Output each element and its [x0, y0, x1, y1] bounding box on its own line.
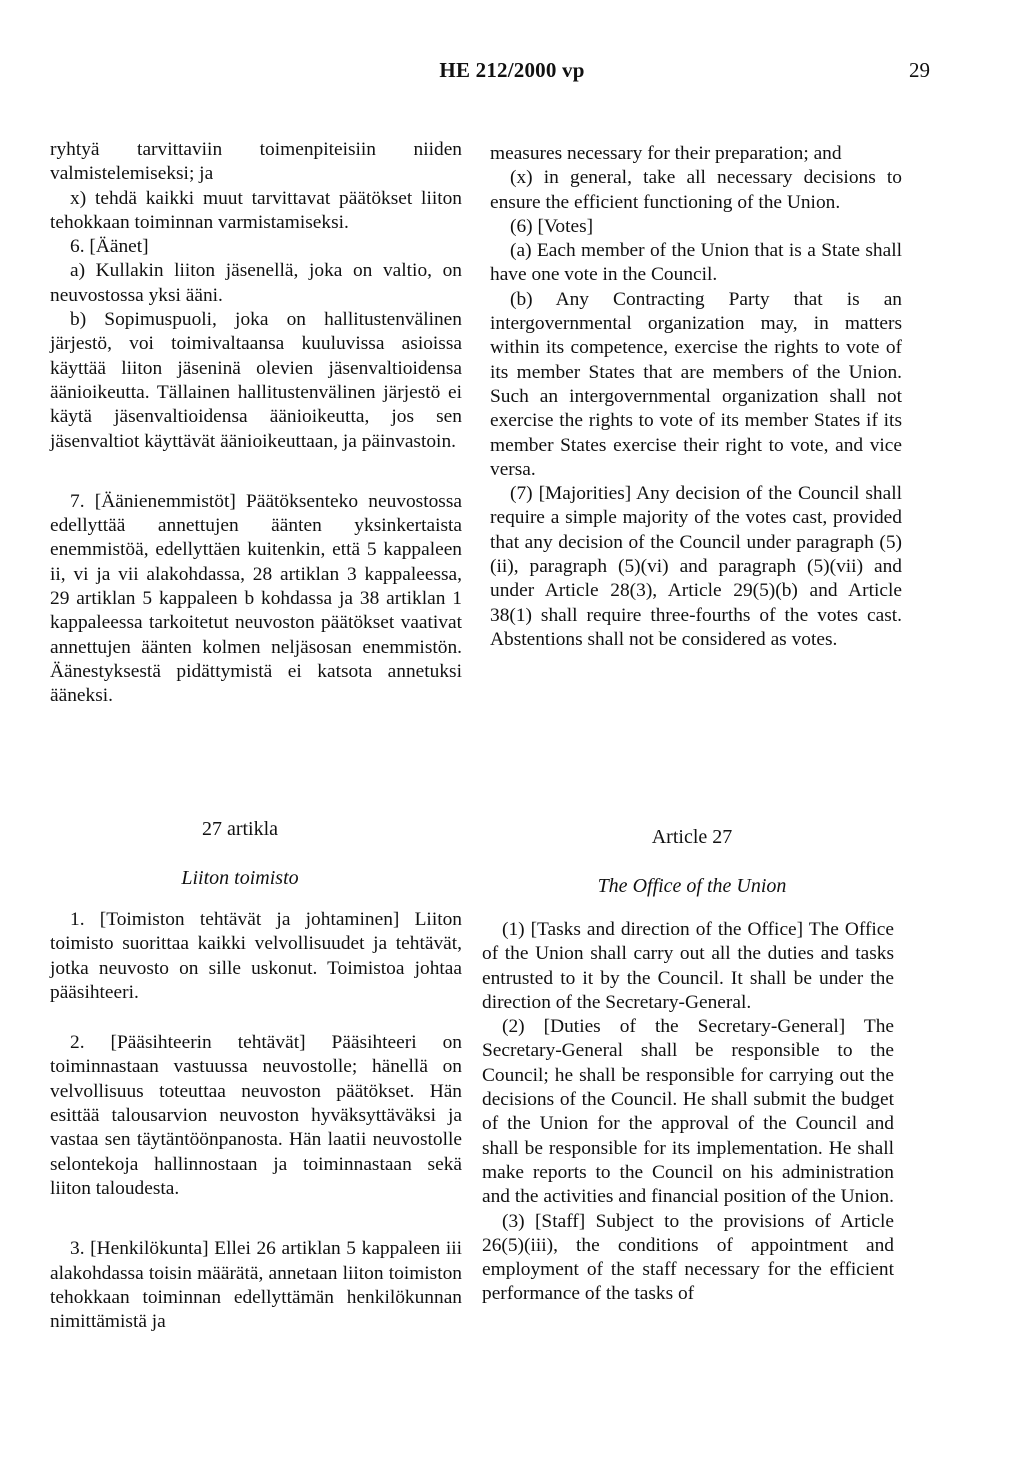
finnish-paragraph: a) Kullakin liiton jäsenellä, joka on valtio, on neuvostossa yksi ääni.	[50, 260, 462, 306]
english-paragraph: (b) Any Contracting Party that is an intergovernmental organization may, in matters within its competence, exercise the rights to vote of its member States that are members of the Union. Such an intergovernmental organization shall not exercise the rights to vote of its member States if its member States exercise their right to vote, and vice versa.	[490, 288, 902, 480]
finnish-paragraph: 3. [Henkilökunta] Ellei 26 artiklan 5 kappaleen iii alakohdassa toisin määrätä, annetaan liiton toimiston tehokkaan toiminnan edellyttämän henkilökunnan nimittämistä ja	[50, 1238, 462, 1333]
english-paragraph: (7) [Majorities] Any decision of the Council shall require a simple majority of the votes cast, provided that any decision of the Council under paragraph (5)(ii), paragraph (5)(vi) and paragraph (5)(vii) and under Article 28(3), Article 29(5)(b) and Article 38(1) shall require three-fourths of the votes cast. Abstentions shall not be considered as votes.	[490, 483, 902, 650]
english-paragraph: (x) in general, take all necessary decisions to ensure the efficient functioning of the Union.	[490, 167, 902, 213]
finnish-column-bottom	[50, 908, 462, 1334]
finnish-paragraph: x) tehdä kaikki muut tarvittavat päätökset liiton tehokkaan toiminnan varmistamiseksi.	[50, 187, 462, 233]
paragraph-spacer	[50, 1005, 462, 1031]
english-paragraph: (6) [Votes]	[510, 215, 594, 237]
finnish-paragraph: 1. [Toimiston tehtävät ja johtaminen] Liiton toimisto suorittaa kaikki velvollisuudet ja tehtävät, jotka neuvosto on sille uskonut. Toimistoa johtaa pääsihteeri.	[50, 909, 462, 1003]
english-column-top	[490, 142, 902, 652]
finnish-article-heading	[30, 818, 450, 890]
english-column-bottom	[482, 918, 894, 1307]
running-head: HE 212/2000 vp	[439, 58, 585, 82]
finnish-paragraph: b) Sopimuspuoli, joka on hallitustenvälinen järjestö, voi toimivaltaansa kuuluvissa asioissa käyttää liiton jäseninä olevien jäsenvaltioidensa äänioikeutta. Tällainen hallitustenvälinen järjestö ei käytä jäsenvaltioidensa äänioikeutta, jos sen jäsenvaltiot käyttävät äänioikeuttaan, ja päinvastoin.	[50, 309, 462, 452]
english-paragraph: (a) Each member of the Union that is a State shall have one vote in the Council.	[490, 240, 902, 286]
paragraph-spacer	[50, 454, 462, 490]
english-article-heading	[482, 826, 902, 898]
english-paragraph: (1) [Tasks and direction of the Office] The Office of the Union shall carry out all the duties and tasks entrusted to it by the Council. It shall be under the direction of the Secretary-General.	[482, 919, 894, 1013]
english-article-number: Article 27	[651, 826, 733, 848]
english-paragraph: (3) [Staff] Subject to the provisions of Article 26(5)(iii), the conditions of appointment and employment of the staff necessary for the efficient performance of the tasks of	[482, 1210, 894, 1305]
finnish-paragraph: ryhtyä tarvittaviin toimenpiteisiin niiden valmistelemiseksi; ja	[50, 139, 462, 185]
finnish-article-number: 27 artikla	[201, 818, 279, 840]
english-paragraph: (2) [Duties of the Secretary-General] The Secretary-General shall be responsible to the Council; he shall be responsible for carrying out the decisions of the Council. He shall submit the budget of the Union for the approval of the Council and shall be responsible for its implementation. He shall make reports to the Council on his administration and the activities and financial position of the Union.	[482, 1016, 894, 1208]
finnish-paragraph: 6. [Äänet]	[70, 236, 149, 258]
finnish-article-title: Liiton toimisto	[181, 867, 299, 889]
paragraph-spacer	[50, 1201, 462, 1237]
finnish-paragraph: 7. [Äänienemmistöt] Päätöksenteko neuvostossa edellyttää annettujen äänten yksinkertaista enemmistöä, edellyttäen kuitenkin, että 5 kappaleen ii, vi ja vii alakohdassa, 28 artiklan 3 kappaleessa, 29 artiklan 5 kappaleen b kohdassa ja 38 artiklan 1 kappaleessa tarkoitetut neuvoston päätökset vaativat annettujen äänten kolmen neljäsosan enemmistön. Äänestyksestä pidättymistä ei katsota annetuksi ääneksi.	[50, 490, 462, 707]
finnish-paragraph: 2. [Pääsihteerin tehtävät] Pääsihteeri on toiminnastaan vastuussa neuvostolle; hänellä on velvollisuus toteuttaa neuvoston päätökset. Hän esittää talousarvion neuvoston hyväksyttäväksi ja vastaa sen täytäntöönpanosta. Hän laatii neuvostolle selontekoja hallinnostaan ja toiminnastaan sekä liiton taloudesta.	[50, 1032, 462, 1199]
english-article-title: The Office of the Union	[597, 875, 787, 897]
english-paragraph: measures necessary for their preparation; and	[490, 143, 842, 164]
page-number: 29	[909, 58, 930, 82]
finnish-column-top	[50, 138, 462, 709]
